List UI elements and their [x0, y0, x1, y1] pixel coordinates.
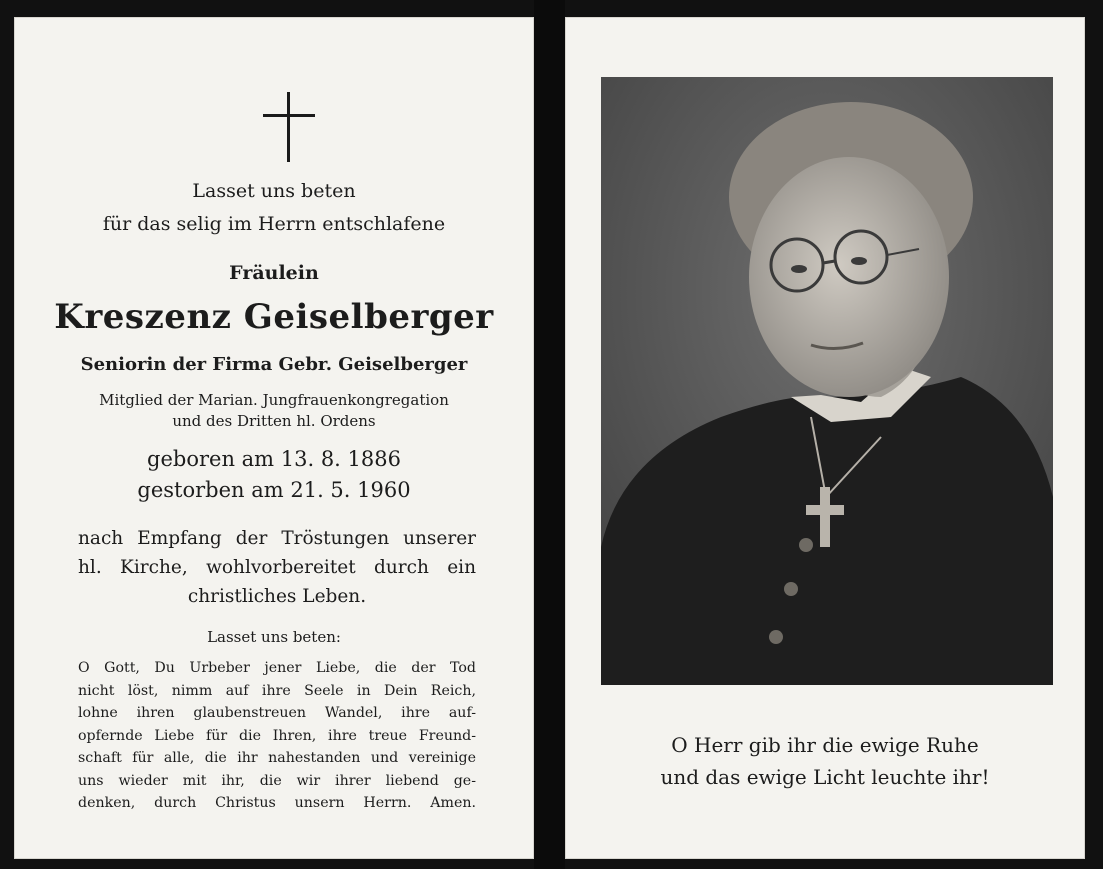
- prayer-line: nicht löst, nimm auf ihre Seele in Dein Reich,: [78, 682, 476, 699]
- prayer-line: lohne ihren glaubenstreuen Wandel, ihre auf-: [78, 705, 476, 721]
- birth-date: geboren am 13. 8. 1886: [147, 447, 401, 471]
- intro-line-2: für das selig im Herrn entschlafene: [102, 213, 446, 235]
- intro-line-1: Lasset uns beten: [192, 180, 356, 202]
- honorific-title: Fräulein: [229, 262, 319, 284]
- prayer-line: O Gott, Du Urbeber jener Liebe, die der Tod: [78, 660, 476, 676]
- prayer-line: opfernde Liebe für die Ihren, ihre treue Freund-: [78, 727, 476, 744]
- sacrament-line: hl. Kirche, wohlvorbereitet durch ein: [78, 557, 476, 578]
- left-card: [14, 17, 534, 859]
- right-card: [565, 17, 1085, 859]
- death-date: gestorben am 21. 5. 1960: [137, 478, 411, 502]
- deceased-name: Kreszenz Geiselberger: [54, 297, 494, 337]
- prayer-line: uns wieder mit ihr, die wir ihrer liebend ge-: [78, 772, 476, 789]
- membership-line-1: Mitglied der Marian. Jungfrauenkongregation: [99, 391, 449, 409]
- caption-line-1: O Herr gib ihr die ewige Ruhe: [671, 733, 979, 757]
- sacrament-line: christliches Leben.: [187, 586, 367, 607]
- prayer-line: denken, durch Christus unsern Herrn. Amen.: [78, 795, 476, 811]
- sacrament-paragraph: [78, 524, 476, 611]
- cross-icon: [263, 92, 315, 162]
- card-fold: [534, 0, 565, 869]
- prayer-text: [78, 657, 476, 815]
- portrait-photo: [601, 77, 1053, 685]
- prayer-heading: Lasset uns beten:: [207, 628, 341, 646]
- sacrament-line: nach Empfang der Tröstungen unserer: [78, 528, 476, 549]
- caption-line-2: und das ewige Licht leuchte ihr!: [660, 765, 990, 789]
- prayer-line: schaft für alle, die ihr nahestanden und vereinige: [78, 750, 476, 766]
- deceased-role: Seniorin der Firma Gebr. Geiselberger: [80, 354, 468, 375]
- membership-line-2: und des Dritten hl. Ordens: [172, 412, 376, 430]
